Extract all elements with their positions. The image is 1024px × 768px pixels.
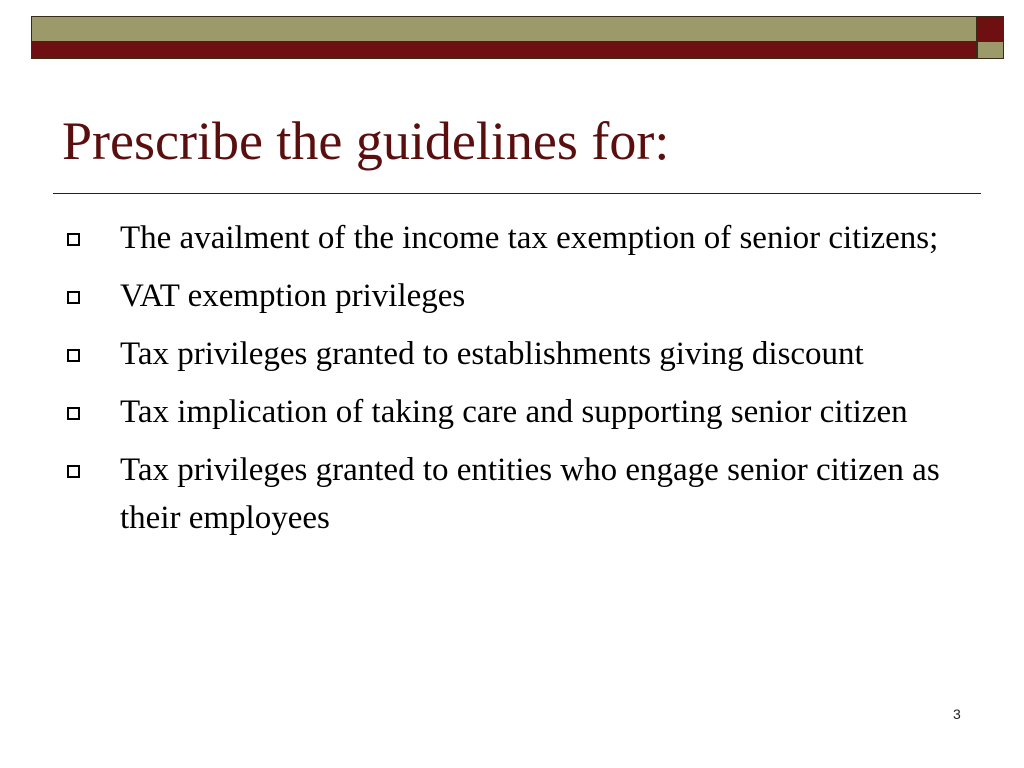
slide-title: Prescribe the guidelines for: — [62, 111, 670, 171]
bullet-text: The availment of the income tax exemption of senior citizens; — [120, 220, 939, 256]
bullet-text: VAT exemption privileges — [120, 278, 466, 314]
bullet-list — [62, 214, 972, 552]
title-divider — [53, 193, 981, 194]
page-number: 3 — [953, 706, 961, 722]
hollow-square-bullet-icon — [67, 465, 80, 478]
corner-olive-square — [977, 42, 1004, 59]
hollow-square-bullet-icon — [67, 291, 80, 304]
bullet-text: Tax implication of taking care and supporting senior citizen — [120, 394, 908, 430]
hollow-square-bullet-icon — [67, 349, 80, 362]
list-item — [62, 214, 972, 262]
hollow-square-bullet-icon — [67, 233, 80, 246]
list-item — [62, 388, 972, 436]
bullet-text: Tax privileges granted to entities who engage senior citizen as their employees — [120, 452, 940, 536]
list-item — [62, 446, 972, 542]
bullet-text: Tax privileges granted to establishments giving discount — [120, 336, 864, 372]
decorative-header-bar — [0, 0, 1024, 70]
olive-band — [31, 16, 977, 42]
list-item — [62, 272, 972, 320]
corner-maroon-square — [977, 16, 1004, 42]
hollow-square-bullet-icon — [67, 407, 80, 420]
list-item — [62, 330, 972, 378]
maroon-band — [31, 42, 977, 59]
